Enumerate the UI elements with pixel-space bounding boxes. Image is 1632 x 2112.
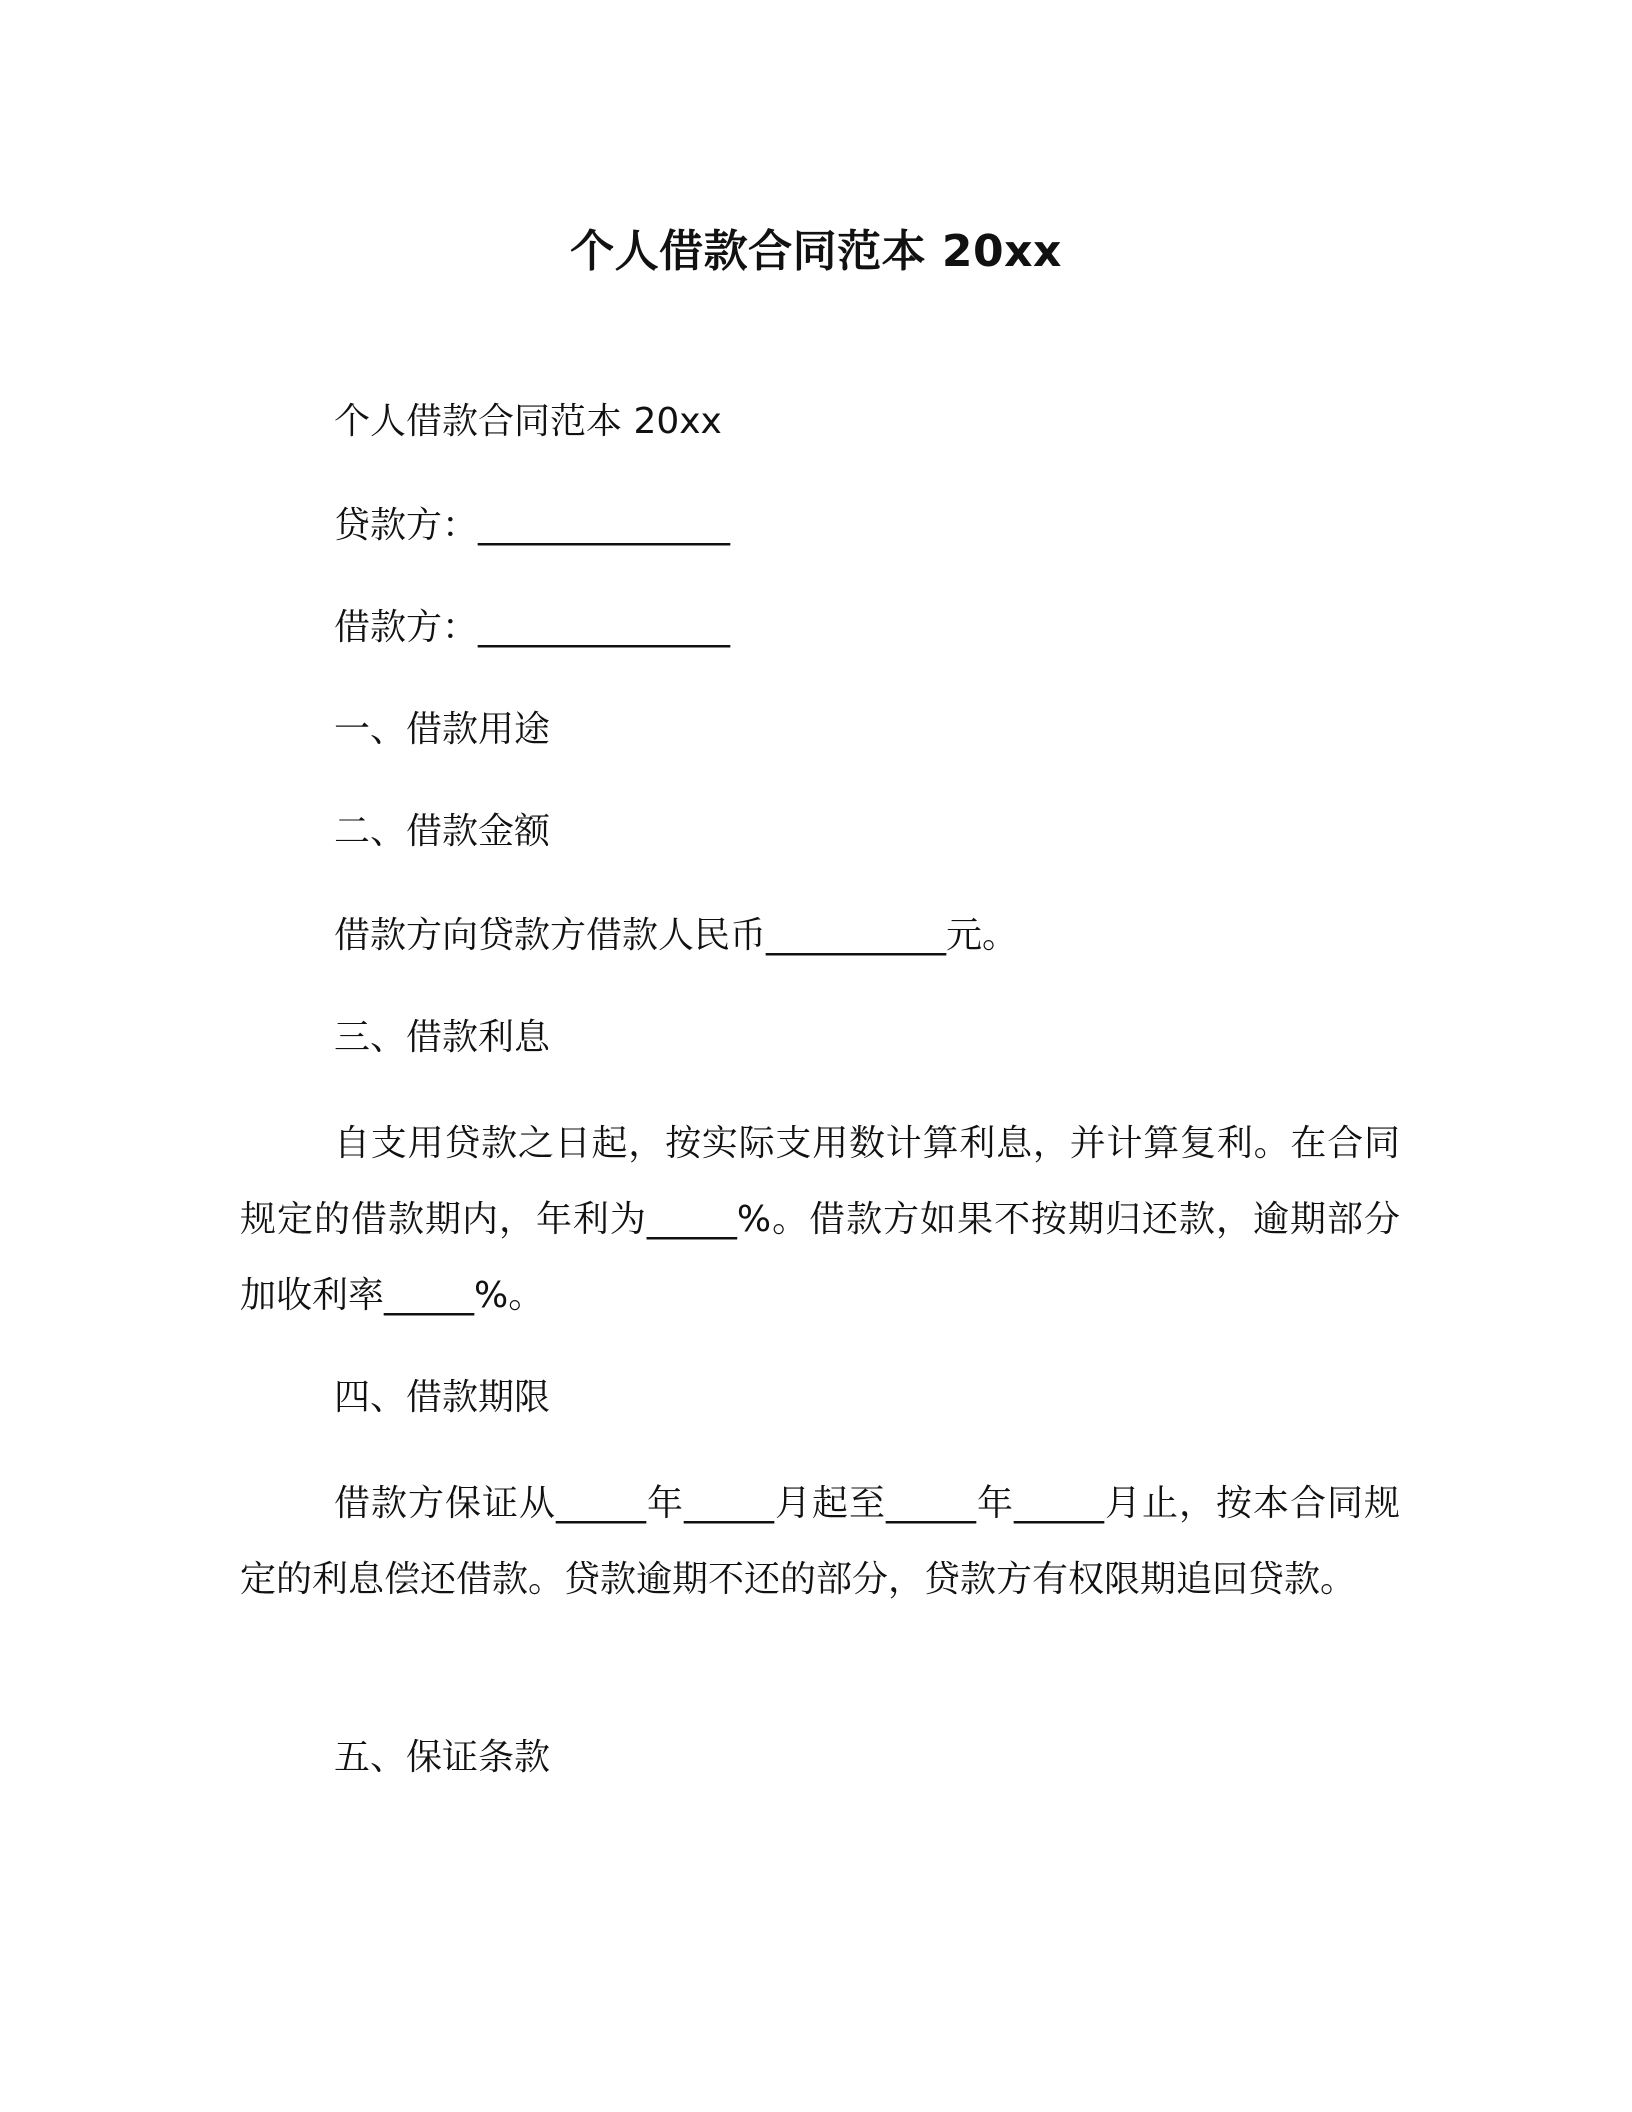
lender-line: 贷款方：______________ xyxy=(334,505,731,546)
section-3-heading: 三、借款利息 xyxy=(334,1017,551,1058)
borrower-line: 借款方：______________ xyxy=(334,607,731,648)
document-title: 个人借款合同范本 20xx xyxy=(570,226,1062,277)
section-4-body: 借款方保证从_____年_____月起至_____年_____月止，按本合同规定的利息偿还借款。贷款逾期不还的部分，贷款方有权限期追回贷款。 xyxy=(240,1483,1400,1600)
document-subtitle: 个人借款合同范本 20xx xyxy=(334,401,722,442)
section-2-body: 借款方向贷款方借款人民币__________元。 xyxy=(334,915,1019,956)
section-5-heading: 五、保证条款 xyxy=(334,1737,551,1778)
section-4-heading: 四、借款期限 xyxy=(334,1377,551,1418)
section-3-body: 自支用贷款之日起，按实际支用数计算利息，并计算复利。在合同规定的借款期内，年利为_____%。借款方如果不按期归还款，逾期部分加收利率_____%。 xyxy=(240,1123,1400,1316)
section-2-heading: 二、借款金额 xyxy=(334,811,551,852)
section-1-heading: 一、借款用途 xyxy=(334,709,551,750)
